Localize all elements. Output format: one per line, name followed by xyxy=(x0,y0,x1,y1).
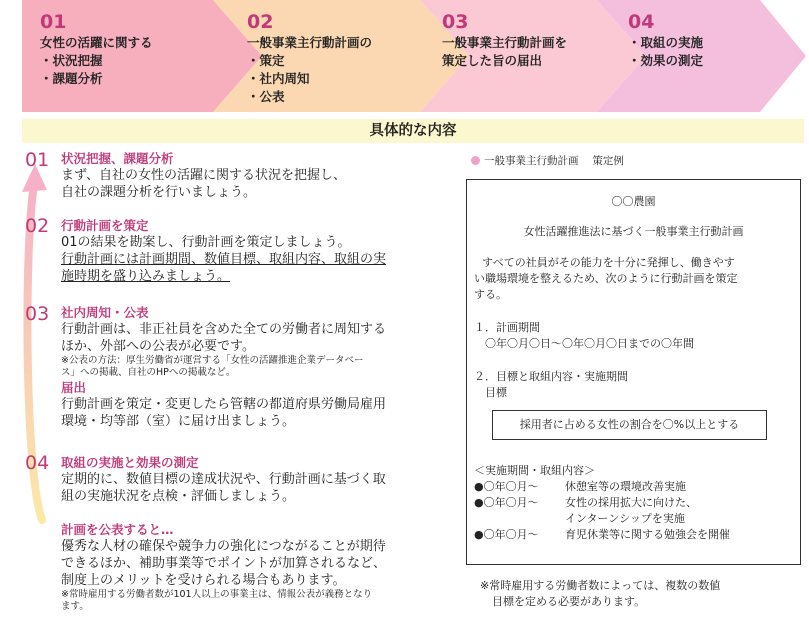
step-4 xyxy=(628,10,703,70)
section-02-text: 施時期を盛り込みましょう。 xyxy=(61,269,231,284)
section-03-note: ※公表の方法：厚生労働省が運営する「女性の活躍推進企業データベー xyxy=(61,355,364,366)
section-01-number: 01 xyxy=(25,149,50,171)
step-2-number: 02 xyxy=(247,11,274,33)
section-01-title: 状況把握、課題分析 xyxy=(61,151,174,166)
step-1 xyxy=(40,10,153,88)
benefit-text: できるほか、補助事業等でポイントが加算されるなど、 xyxy=(61,556,387,571)
example-legend xyxy=(471,154,624,168)
step-2-line: ・社内周知 xyxy=(247,71,310,86)
step-2 xyxy=(247,10,372,106)
section-04-text: 組の実施状況を点検・評価しましょう。 xyxy=(61,489,296,504)
section-02-text: 行動計画には計画期間、数値目標、取組内容、取組の実 xyxy=(61,252,387,267)
content-title: 具体的な内容 xyxy=(22,119,804,143)
footnote-line: ※常時雇用する労働者数によっては、複数の数値 xyxy=(480,579,721,592)
section-03-note: ス」への掲載、自社のHPへの掲載など。 xyxy=(61,367,236,378)
step-3-line: 策定した旨の届出 xyxy=(442,53,543,68)
plan-goal-label: 目標 xyxy=(485,386,507,399)
plan-org: 〇〇農園 xyxy=(611,195,656,208)
plan-goal-box: 採用者に占める女性の割合を〇%以上とする xyxy=(492,410,767,440)
section-04-title: 取組の実施と効果の測定 xyxy=(61,455,199,470)
plan-intro-line: い職場環境を整えるため、次のように行動計画を策定 xyxy=(474,272,738,285)
step-4-number: 04 xyxy=(628,11,655,33)
plan-action-when: ●〇年〇月～ xyxy=(474,480,539,493)
plan-goal-heading: ２．目標と取組内容・実施期間 xyxy=(474,370,628,383)
plan-action-what: 育児休業等に関する勉強会を開催 xyxy=(565,528,730,541)
benefit-note: ます。 xyxy=(61,601,89,612)
section-03-title: 社内周知・公表 xyxy=(61,305,149,320)
footnote-line: 目標を定める必要があります。 xyxy=(492,595,646,608)
step-4-line: ・取組の実施 xyxy=(628,35,704,50)
step-1-line: ・状況把握 xyxy=(40,53,103,68)
plan-action-what: 女性の採用拡大に向けた、 xyxy=(565,496,697,509)
step-1-line: ・課題分析 xyxy=(40,71,103,86)
section-03-subtext: 行動計画を策定・変更したら管轄の都道府県労働局雇用 xyxy=(61,397,387,412)
section-02-number: 02 xyxy=(25,215,50,237)
plan-intro-line: すべての社員がその能力を十分に発揮し、働きやす xyxy=(482,256,735,269)
plan-title: 女性活躍推進法に基づく一般事業主行動計画 xyxy=(523,225,744,238)
section-03-number: 03 xyxy=(25,303,50,325)
example-plan-box xyxy=(466,179,801,565)
benefit-note: ※常時雇用する労働者数が101人以上の事業主は、情報公表が義務となり xyxy=(61,589,373,600)
section-03-subtitle: 届出 xyxy=(61,380,87,395)
section-02 xyxy=(61,217,446,285)
step-2-line: 一般事業主行動計画の xyxy=(247,35,373,50)
step-1-number: 01 xyxy=(40,11,67,33)
section-01-text: 自社の課題分析を行いましょう。 xyxy=(61,185,257,200)
section-03-subtext: 環境・均等部（室）に届け出ましょう。 xyxy=(61,414,296,429)
step-1-line: 女性の活躍に関する xyxy=(40,35,153,50)
benefit-text: 優秀な人材の確保や競争力の強化につながることが期待 xyxy=(61,539,386,554)
section-03 xyxy=(61,304,446,430)
step-2-line: ・策定 xyxy=(247,53,285,68)
plan-actions-heading: ＜実施期間・取組内容＞ xyxy=(474,464,595,477)
plan-action-when: ●〇年〇月～ xyxy=(474,496,539,509)
plan-period: 〇年〇月〇日～〇年〇月〇日までの〇年間 xyxy=(485,337,694,350)
benefit-title: 計画を公表すると… xyxy=(61,522,174,537)
step-3-number: 03 xyxy=(442,11,469,33)
step-4-line: ・効果の測定 xyxy=(628,53,704,68)
step-3-line: 一般事業主行動計画を xyxy=(442,35,568,50)
plan-action-what: インターンシップを実施 xyxy=(565,512,685,525)
benefit-text: 制度上のメリットを受けられる場合もあります。 xyxy=(61,573,346,588)
section-04-text: 定期的に、数値目標の達成状況や、行動計画に基づく取 xyxy=(61,472,386,487)
section-01-text: まず、自社の女性の活躍に関する状況を把握し、 xyxy=(61,168,346,183)
section-03-text: 行動計画は、非正社員を含めた全ての労働者に周知する xyxy=(61,322,387,337)
footnote xyxy=(480,578,800,610)
step-3 xyxy=(442,10,567,70)
section-03-text: ほか、外部への公表が必要です。 xyxy=(61,339,255,354)
step-2-line: ・公表 xyxy=(247,89,285,104)
section-04-number: 04 xyxy=(25,452,50,474)
plan-period-heading: １．計画期間 xyxy=(474,321,540,334)
section-02-title: 行動計画を策定 xyxy=(61,218,149,233)
plan-action-what: 休憩室等の環境改善実施 xyxy=(565,480,686,493)
benefit-section xyxy=(61,521,446,613)
plan-action-when: ●〇年〇月～ xyxy=(474,528,539,541)
plan-intro-line: する。 xyxy=(474,288,507,301)
section-02-text: 01の結果を勘案し、行動計画を策定しましょう。 xyxy=(61,235,351,250)
process-steps xyxy=(0,0,809,112)
bullet-dot-icon xyxy=(471,156,480,165)
example-legend-label: 一般事業主行動計画 策定例 xyxy=(484,155,624,167)
section-04 xyxy=(61,454,446,505)
section-01 xyxy=(61,150,446,201)
